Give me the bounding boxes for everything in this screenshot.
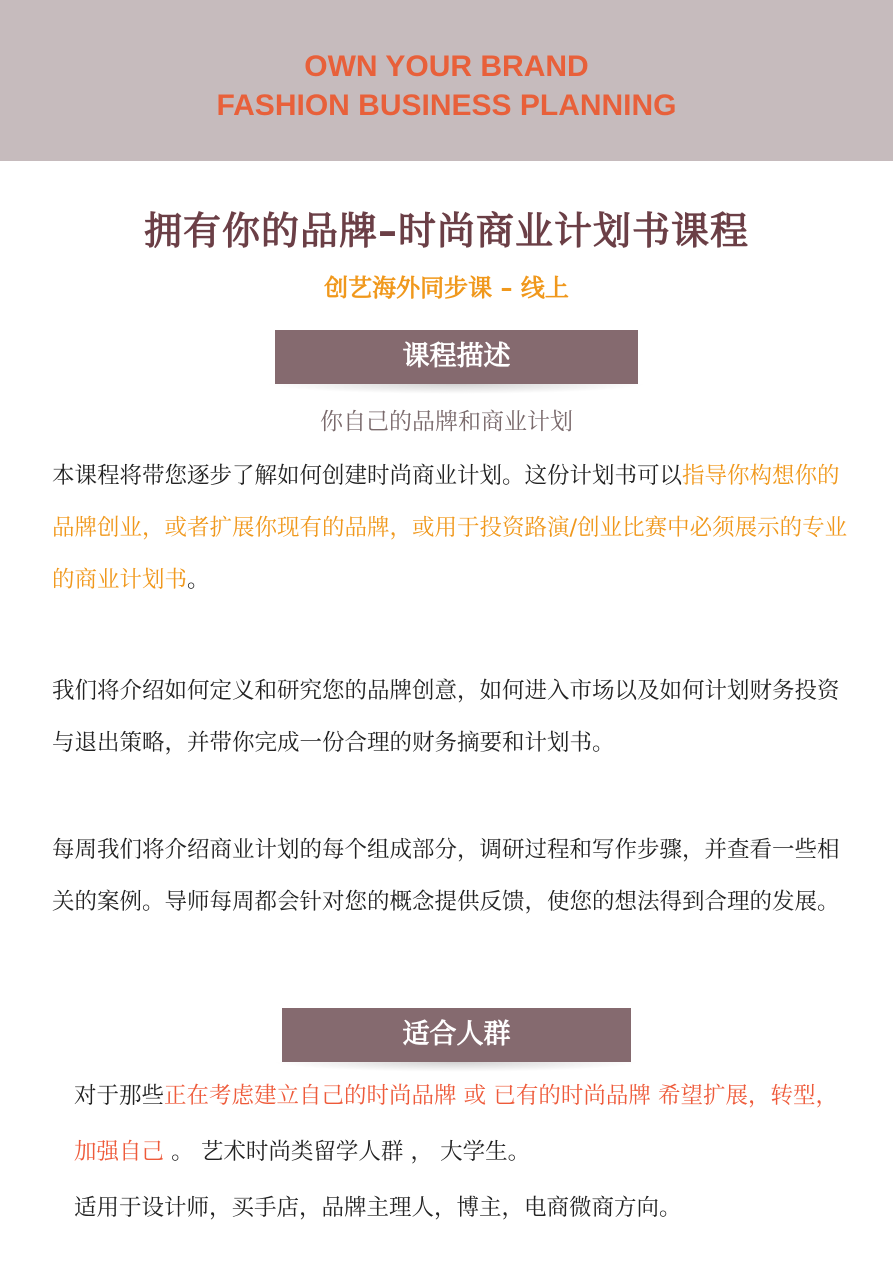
description-paragraph-2: 我们将介绍如何定义和研究您的品牌创意，如何进入市场以及如何计划财务投资与退出策略，并带你完成一份合理的财务摘要和计划书。 [52,678,840,756]
section-heading-description: 课程描述 [275,330,638,384]
page-title: 拥有你的品牌–时尚商业计划书课程 [143,209,749,253]
header-line-2: FASHION BUSINESS PLANNING [216,89,677,122]
section-heading-audience: 适合人群 [282,1008,631,1062]
audience-paragraph-1 [74,1068,854,1180]
description-paragraph-3: 每周我们将介绍商业计划的每个组成部分，调研过程和写作步骤，并查看一些相关的案例。导师每周都会针对您的概念提供反馈，使您的想法得到合理的发展。 [52,837,840,915]
audience-highlight: 正在考虑建立自己的时尚品牌 或 已有的时尚品牌 希望扩展，转型，加强自己 [74,1083,838,1165]
description-paragraph-1 [52,450,852,606]
section-subheading: 你自己的品牌和商业计划 [320,409,573,435]
section-heading-shadow [265,384,648,394]
audience-text: 对于那些 [74,1083,165,1109]
audience-paragraph-2: 适用于设计师，买手店，品牌主理人，博主，电商微商方向。 [74,1195,682,1221]
description-text-end: 。 [187,567,210,593]
page-subtitle: 创艺海外同步课 – 线上 [324,274,569,302]
description-text: 本课程将带您逐步了解如何创建时尚商业计划。这份计划书可以 [52,463,683,489]
header-banner [0,0,893,161]
audience-text-end: 。 艺术时尚类留学人群 ， 大学生。 [164,1139,531,1165]
header-line-1: OWN YOUR BRAND [304,50,589,83]
description-highlight: 指导你构想你的品牌创业，或者扩展你现有的品牌，或用于投资路演/创业比赛中必须展示的专业的商业计划书 [52,463,848,593]
